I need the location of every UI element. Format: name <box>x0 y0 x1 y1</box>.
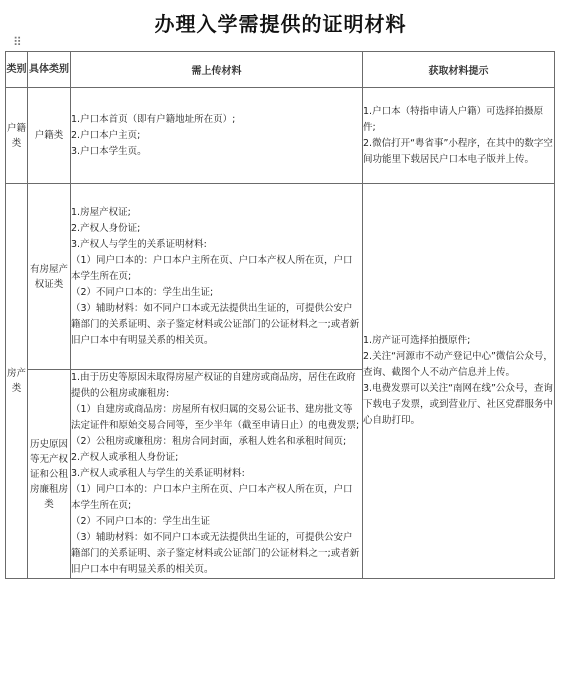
list-item: （1）同户口本的：户口本户主所在页、户口本产权人所在页，户口本学生所在页; <box>71 484 353 511</box>
category-hukou: 户籍类 <box>6 88 28 184</box>
list-item: （2）公租房或廉租房：租房合同封面，承租人姓名和承租时间页; <box>71 436 347 447</box>
list-item: 3.户口本学生页。 <box>71 145 147 157</box>
materials-hukou <box>71 88 363 184</box>
materials-table <box>5 51 555 579</box>
header-materials: 需上传材料 <box>71 52 363 88</box>
list-item: 1.由于历史等原因未取得房屋产权证的自建房或商品房，居住在政府提供的公租房或廉租房: <box>71 372 356 399</box>
category-property: 房产类 <box>6 184 28 579</box>
list-item: 2.产权人身份证; <box>71 222 141 234</box>
materials-historical <box>71 370 363 579</box>
subcategory-historical: 历史原因等无产权证和公租房廉租房类 <box>28 370 71 579</box>
table-move-handle-icon[interactable]: ⠿ <box>13 35 21 49</box>
subcategory-owned: 有房屋产权证类 <box>28 184 71 370</box>
materials-owned <box>71 184 363 370</box>
list-item: （1）同户口本的：户口本户主所在页、户口本产权人所在页，户口本学生所在页; <box>71 254 353 282</box>
list-item: （1）自建房或商品房：房屋所有权归属的交易公证书、建房批文等法定证件和原始交易合同等，至少半年（截至申请日止）的电费发票; <box>71 404 360 431</box>
table-row-hukou <box>6 88 555 184</box>
list-item: 3.电费发票可以关注“南网在线”公众号，查询下载电子发票，或到营业厅、社区党群服务中心自助打印。 <box>363 383 554 426</box>
header-tips: 获取材料提示 <box>363 52 555 88</box>
list-item: 2.户口本户主页; <box>71 129 141 141</box>
list-item: 3.产权人与学生的关系证明材料: <box>71 238 207 250</box>
subcategory-hukou: 户籍类 <box>28 88 71 184</box>
list-item: 2.微信打开“粤省事”小程序，在其中的数字空间功能里下载居民户口本电子版并上传。 <box>363 137 553 165</box>
list-item: 1.房产证可选择拍摄原件; <box>363 335 471 346</box>
list-item: （3）辅助材料：如不同户口本或无法提供出生证的，可提供公安户籍部门的关系证明、亲子鉴定材料或公证部门的公证材料之一;或者新旧户口本中有明显关系的相关页。 <box>71 302 360 346</box>
tips-property <box>363 184 555 579</box>
header-category: 类别 <box>6 52 28 88</box>
header-subcategory: 具体类别 <box>28 52 71 88</box>
list-item: 3.产权人或承租人与学生的关系证明材料: <box>71 468 245 479</box>
page-title: 办理入学需提供的证明材料 <box>154 12 407 36</box>
list-item: 2.产权人或承租人身份证; <box>71 452 179 463</box>
table-row-property-owned <box>6 184 555 370</box>
list-item: （3）辅助材料：如不同户口本或无法提供出生证的，可提供公安户籍部门的关系证明、亲子鉴定材料或公证部门的公证材料之一;或者新旧户口本中有明显关系的相关页。 <box>71 532 360 575</box>
list-item: 1.户口本首页（即有户籍地址所在页）; <box>71 113 236 125</box>
tips-hukou <box>363 88 555 184</box>
list-item: 1.房屋产权证; <box>71 206 131 218</box>
list-item: （2）不同户口本的：学生出生证 <box>71 516 211 527</box>
list-item: 2.关注“河源市不动产登记中心”微信公众号，查询、截图个人不动产信息并上传。 <box>363 351 553 378</box>
list-item: （2）不同户口本的：学生出生证; <box>71 286 214 298</box>
list-item: 1.户口本（特指申请人户籍）可选择拍摄原件; <box>363 105 544 133</box>
table-header-row <box>6 52 555 88</box>
